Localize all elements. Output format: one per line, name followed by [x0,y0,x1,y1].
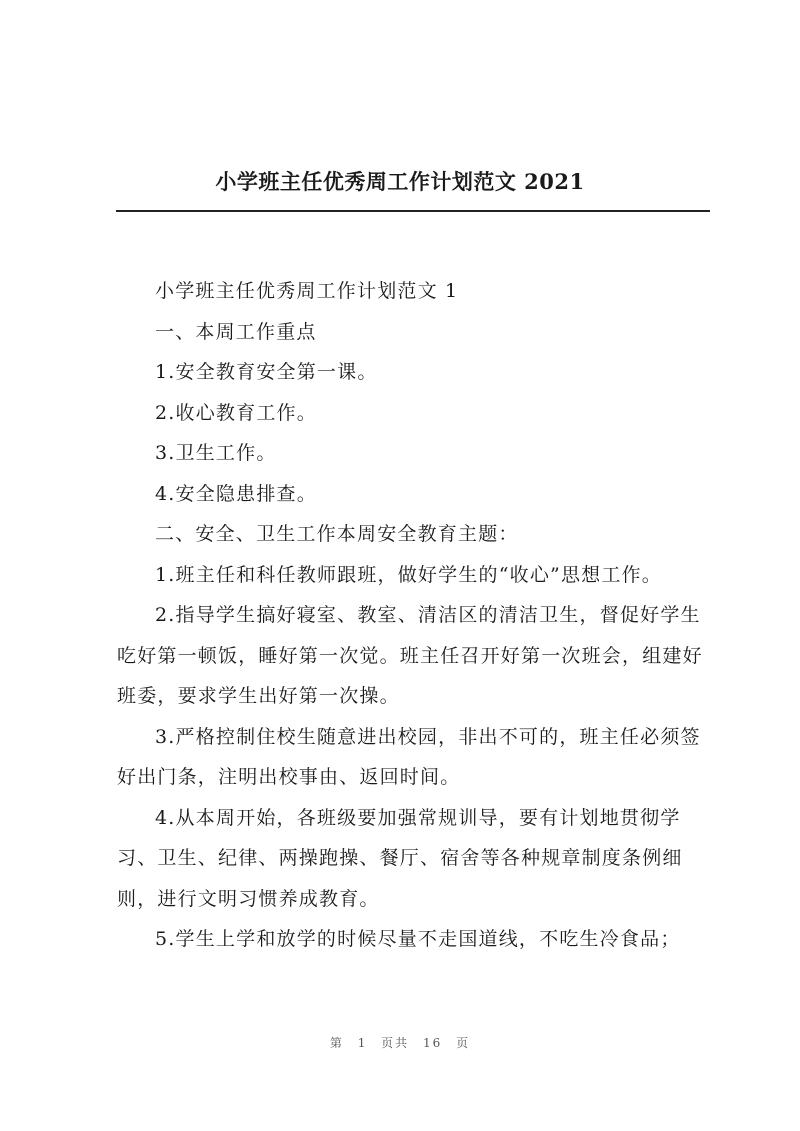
subsection-heading: 一、本周工作重点 [155,320,317,343]
document-body [117,271,717,960]
list-item: 2.指导学生搞好寝室、教室、清洁区的清洁卫生，督促好学生吃好第一顿饭，睡好第一次觉。班主任召开好第一次班会，组建好班委，要求学生出好第一次操。 [117,604,703,707]
page-number-footer: 第 1 页共 16 页 [329,1036,471,1050]
document-title: 小学班主任优秀周工作计划范文 2021 [215,169,585,194]
section-heading: 小学班主任优秀周工作计划范文 1 [155,280,459,302]
list-item: 3.严格控制住校生随意进出校园，非出不可的，班主任必须签好出门条，注明出校事由、返回时间。 [117,725,701,788]
list-item: 1.班主任和科任教师跟班，做好学生的“收心”思想工作。 [155,563,662,586]
list-item: 1.安全教育安全第一课。 [155,361,378,383]
list-item: 2.收心教育工作。 [155,401,317,424]
list-item: 5.学生上学和放学的时候尽量不走国道线，不吃生冷食品； [155,928,681,950]
subsection-heading: 二、安全、卫生工作本周安全教育主题： [155,523,519,545]
list-item: 4.安全隐患排查。 [155,482,317,505]
list-item: 4.从本周开始，各班级要加强常规训导，要有计划地贯彻学习、卫生、纪律、两操跑操、餐厅、宿舍等各种规章制度条例细则，进行文明习惯养成教育。 [117,806,683,910]
list-item: 3.卫生工作。 [155,442,277,464]
title-divider [116,210,710,212]
